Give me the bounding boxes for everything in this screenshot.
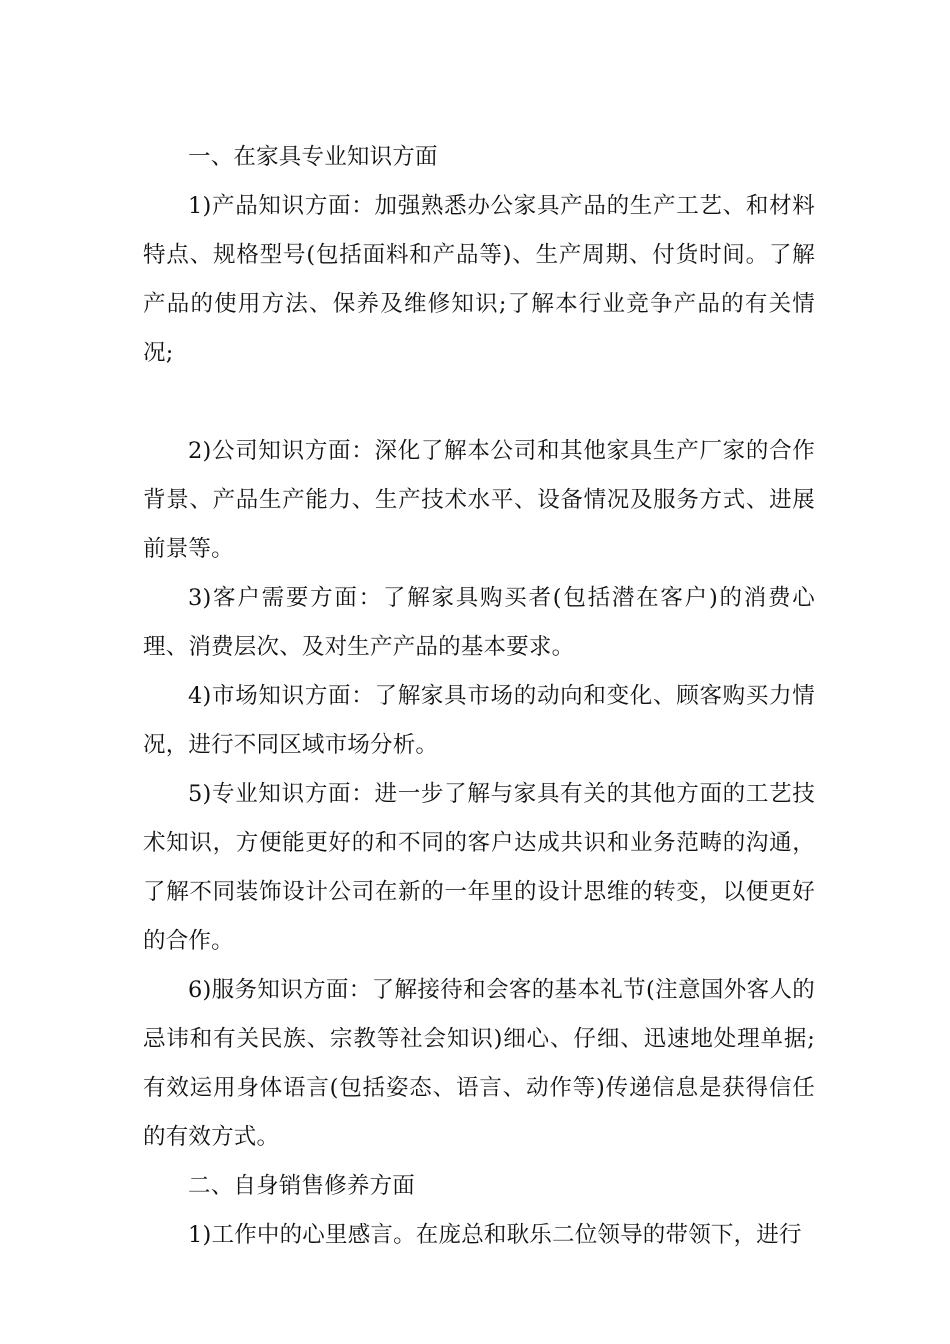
paragraph-work-reflection: 1)工作中的心里感言。在庞总和耿乐二位领导的带领下，进行 [188,1222,802,1248]
paragraph-professional-knowledge: 5)专业知识方面：进一步了解与家具有关的其他方面的工艺技术知识，方便能更好的和不同的客户达成共识和业务范畴的沟通，了解不同装饰设计公司在新的一年里的设计思维的转变，以便更好的合作。 [143,781,815,954]
document-body [143,133,815,1260]
section-heading-sales-cultivation: 二、自身销售修养方面 [188,1173,416,1199]
paragraph-spacer [143,378,815,427]
paragraph-company-knowledge: 2)公司知识方面：深化了解本公司和其他家具生产厂家的合作背景、产品生产能力、生产技术水平、设备情况及服务方式、进展前景等。 [143,438,815,562]
paragraph-service-knowledge: 6)服务知识方面：了解接待和会客的基本礼节(注意国外客人的忌讳和有关民族、宗教等社会知识)细心、仔细、迅速地处理单据;有效运用身体语言(包括姿态、语言、动作等)传递信息是获得信任的有效方式。 [143,977,815,1150]
paragraph-market-knowledge: 4)市场知识方面：了解家具市场的动向和变化、顾客购买力情况，进行不同区域市场分析。 [143,683,815,758]
section-heading-furniture-knowledge: 一、在家具专业知识方面 [188,144,438,170]
paragraph-customer-needs: 3)客户需要方面：了解家具购买者(包括潜在客户)的消费心理、消费层次、及对生产产品的基本要求。 [143,585,815,660]
paragraph-product-knowledge: 1)产品知识方面：加强熟悉办公家具产品的生产工艺、和材料特点、规格型号(包括面料和产品等)、生产周期、付货时间。了解产品的使用方法、保养及维修知识;了解本行业竞争产品的有关情况; [143,193,815,366]
